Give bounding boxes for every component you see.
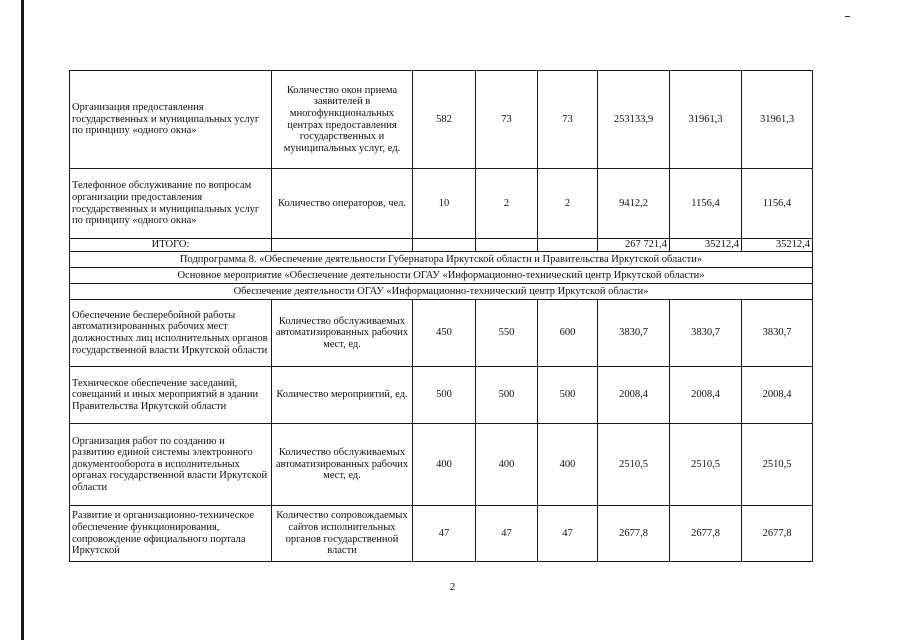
budget-value-1: 253133,9	[598, 71, 670, 169]
activity-header-row	[70, 284, 813, 300]
indicator-value-1: 500	[413, 367, 476, 424]
budget-value-3: 31961,3	[742, 71, 813, 169]
indicator-value-3: 73	[538, 71, 598, 169]
budget-value-3: 1156,4	[742, 169, 813, 239]
budget-value-2: 3830,7	[670, 300, 742, 367]
indicator-value-2: 400	[476, 424, 538, 506]
table-row	[70, 71, 813, 169]
indicator-name: Количество операторов, чел.	[272, 169, 413, 239]
budget-value-2: 2510,5	[670, 424, 742, 506]
activity-name: Техническое обеспечение заседаний, совещаний и иных мероприятий в здании Правительства Иркутской области	[70, 367, 272, 424]
indicator-name: Количество обслуживаемых автоматизированных рабочих мест, ед.	[272, 424, 413, 506]
indicator-value-3: 500	[538, 367, 598, 424]
indicator-name: Количество окон приема заявителей в многофункциональных центрах предоставления государственных и муниципальных услуг, ед.	[272, 71, 413, 169]
scan-binding-edge	[21, 0, 24, 640]
budget-value-3: 2008,4	[742, 367, 813, 424]
table-row	[70, 506, 813, 562]
indicator-value-3: 47	[538, 506, 598, 562]
subprogram-row	[70, 252, 813, 268]
main-event-title: Основное мероприятие «Обеспечение деятельности ОГАУ «Информационно-технический центр Иркутской области»	[70, 268, 813, 284]
budget-value-2: 2677,8	[670, 506, 742, 562]
table-row	[70, 300, 813, 367]
budget-value-2: 31961,3	[670, 71, 742, 169]
indicator-name: Количество мероприятий, ед.	[272, 367, 413, 424]
indicator-value-1: 450	[413, 300, 476, 367]
budget-value-1: 2677,8	[598, 506, 670, 562]
indicator-value-2: 47	[476, 506, 538, 562]
budget-value-3: 3830,7	[742, 300, 813, 367]
page-number: 2	[449, 581, 456, 593]
total-label: ИТОГО:	[70, 239, 272, 252]
indicator-value-3: 600	[538, 300, 598, 367]
indicator-value-2: 500	[476, 367, 538, 424]
budget-value-1: 9412,2	[598, 169, 670, 239]
table-row	[70, 169, 813, 239]
indicator-value-3: 2	[538, 169, 598, 239]
budget-value-3: 2677,8	[742, 506, 813, 562]
table-row	[70, 424, 813, 506]
activity-name: Обеспечение бесперебойной работы автоматизированных рабочих мест должностных лиц исполнительных органов государственной власти Иркутской области	[70, 300, 272, 367]
activity-name: Организация работ по созданию и развитию единой системы электронного документооборота в исполнительных органах государственной власти Иркутской области	[70, 424, 272, 506]
activities-table	[69, 70, 813, 562]
indicator-value-1: 10	[413, 169, 476, 239]
indicator-name: Количество сопровождаемых сайтов исполнительных органов государственной власти	[272, 506, 413, 562]
scan-mark	[845, 16, 850, 17]
budget-value-3: 2510,5	[742, 424, 813, 506]
indicator-value-2: 73	[476, 71, 538, 169]
indicator-value-3: 400	[538, 424, 598, 506]
indicator-value-1: 582	[413, 71, 476, 169]
total-budget-3: 35212,4	[742, 239, 813, 252]
budget-value-1: 2008,4	[598, 367, 670, 424]
activity-name: Телефонное обслуживание по вопросам организации предоставления государственных и муниципальных услуг по принципу «одного окна»	[70, 169, 272, 239]
total-row	[70, 239, 813, 252]
subprogram-title: Подпрограмма 8. «Обеспечение деятельности Губернатора Иркутской области и Правительства Иркутской области»	[70, 252, 813, 268]
indicator-value-1: 400	[413, 424, 476, 506]
activity-title: Обеспечение деятельности ОГАУ «Информационно-технический центр Иркутской области»	[70, 284, 813, 300]
indicator-value-1: 47	[413, 506, 476, 562]
indicator-name: Количество обслуживаемых автоматизированных рабочих мест, ед.	[272, 300, 413, 367]
budget-value-2: 1156,4	[670, 169, 742, 239]
table-row	[70, 367, 813, 424]
activity-name: Развитие и организационно-техническое обеспечение функционирования, сопровождение официального портала Иркутской	[70, 506, 272, 562]
budget-value-1: 2510,5	[598, 424, 670, 506]
budget-value-1: 3830,7	[598, 300, 670, 367]
activity-name: Организация предоставления государственных и муниципальных услуг по принципу «одного окна»	[70, 71, 272, 169]
total-budget-2: 35212,4	[670, 239, 742, 252]
main-event-row	[70, 268, 813, 284]
indicator-value-2: 2	[476, 169, 538, 239]
total-budget-1: 267 721,4	[598, 239, 670, 252]
budget-value-2: 2008,4	[670, 367, 742, 424]
indicator-value-2: 550	[476, 300, 538, 367]
